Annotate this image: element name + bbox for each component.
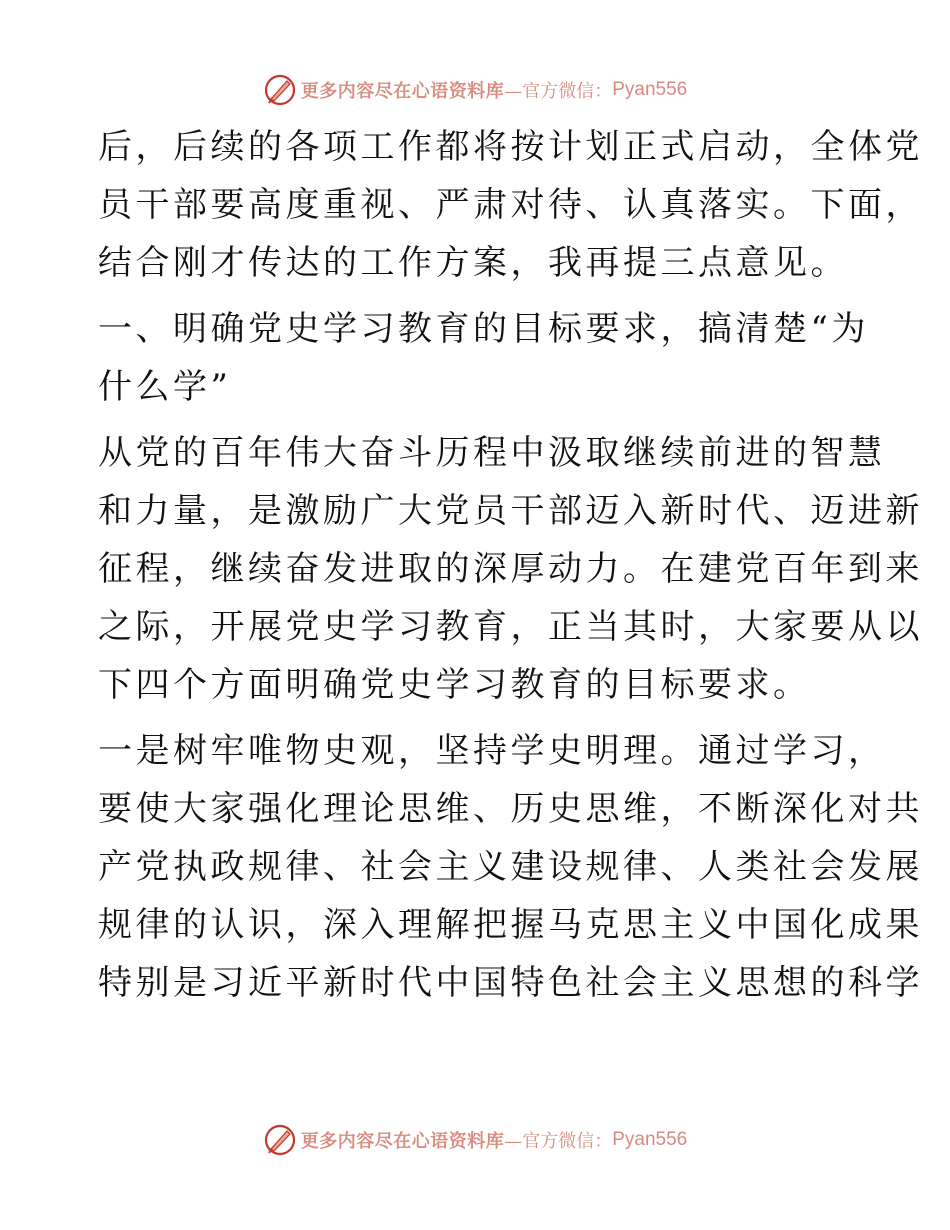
text-line: 从党的百年伟大奋斗历程中汲取继续前进的智慧 bbox=[98, 433, 886, 473]
header-watermark-banner bbox=[0, 70, 950, 110]
feather-pen-logo-icon bbox=[263, 1123, 297, 1157]
banner-wechat-id: Pyan556 bbox=[612, 79, 688, 100]
feather-pen-logo-icon bbox=[263, 73, 297, 107]
banner-main-text: 更多内容尽在心语资料库 bbox=[300, 81, 505, 102]
text-line: 和力量，是激励广大党员干部迈入新时代、迈进新 bbox=[98, 491, 923, 531]
banner-separator-text: —官方微信： bbox=[504, 1131, 613, 1152]
section-heading-1 bbox=[98, 300, 869, 416]
banner-wechat-id: Pyan556 bbox=[612, 1129, 688, 1150]
text-line: 下四个方面明确党史学习教育的目标要求。 bbox=[98, 665, 811, 705]
text-line: 什么学” bbox=[98, 367, 232, 407]
text-line: 一、明确党史学习教育的目标要求，搞清楚“为 bbox=[98, 309, 869, 349]
paragraph-point-one bbox=[98, 722, 923, 1012]
text-line: 规律的认识，深入理解把握马克思主义中国化成果 bbox=[98, 905, 923, 945]
footer-watermark-banner bbox=[0, 1120, 950, 1160]
paragraph-body bbox=[98, 424, 923, 714]
text-line: 产党执政规律、社会主义建设规律、人类社会发展 bbox=[98, 847, 923, 887]
document-body bbox=[98, 118, 923, 1012]
text-line: 特别是习近平新时代中国特色社会主义思想的科学 bbox=[98, 963, 923, 1003]
banner-main-text: 更多内容尽在心语资料库 bbox=[300, 1131, 505, 1152]
text-line: 征程，继续奋发进取的深厚动力。在建党百年到来 bbox=[98, 549, 923, 589]
text-line: 员干部要高度重视、严肃对待、认真落实。下面， bbox=[98, 185, 923, 225]
text-line: 一是树牢唯物史观，坚持学史明理。通过学习， bbox=[98, 731, 886, 771]
paragraph-intro bbox=[98, 118, 923, 292]
text-line: 之际，开展党史学习教育，正当其时，大家要从以 bbox=[98, 607, 923, 647]
text-line: 后，后续的各项工作都将按计划正式启动，全体党 bbox=[98, 127, 923, 167]
banner-separator-text: —官方微信： bbox=[504, 81, 613, 102]
text-line: 要使大家强化理论思维、历史思维，不断深化对共 bbox=[98, 789, 923, 829]
text-line: 结合刚才传达的工作方案，我再提三点意见。 bbox=[98, 243, 848, 283]
